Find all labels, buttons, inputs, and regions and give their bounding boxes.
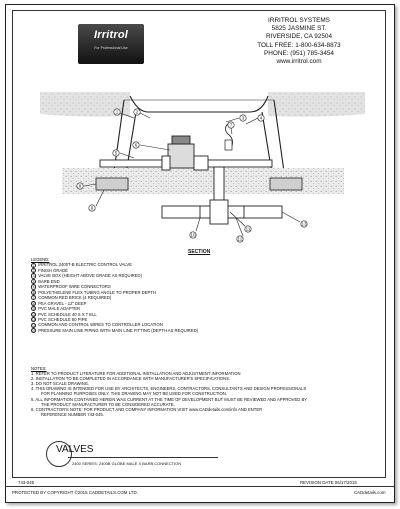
section-label: SECTION: [188, 249, 211, 255]
legend-text: PVC MALE ADAPTER: [38, 306, 81, 312]
legend-number: 13: [32, 329, 36, 334]
legend-text: PRESSURE MAIN LINE PIPING WITH MAIN LINE FITTING (DEPTH AS REQUIRED): [38, 327, 199, 333]
revision-date: REVISION DATE 06/17/2015: [300, 480, 357, 485]
callout-6: 6: [134, 142, 138, 148]
notes: [31, 366, 371, 417]
callout-11: 11: [245, 226, 251, 232]
callout-1: 1: [115, 109, 119, 115]
legend-number: 11: [32, 318, 36, 323]
note-line: 5. ALL INFORMATION CONTAINED HEREIN WAS CURRENT AT THE TIME OF DEVELOPMENT BUT MUST BE REVIEWED AND APPROVED BY: [31, 396, 308, 402]
soil-right: [268, 92, 365, 117]
legend-text: VALVE BOX (HEIGHT ABOVE GRADE AS REQUIRED): [38, 273, 142, 279]
legend-text: COMMON AND CONTROL WIRES TO CONTROLLER LOCATION: [38, 322, 163, 328]
callout-9: 9: [90, 205, 94, 211]
legend-text: WATERPROOF WIRE CONNECTORS: [38, 284, 111, 290]
copyright: PROTECTED BY COPYRIGHT ©2015 CADDETAILS.COM LTD.: [12, 490, 138, 495]
legend-number: 9: [32, 307, 35, 312]
company-name: IRRITROL SYSTEMS: [268, 17, 330, 24]
callout-7: 7: [229, 122, 233, 128]
callout-3: 3: [241, 115, 245, 121]
note-continuation: THE PRODUCT MANUFACTURER TO BE CONSIDERED ACCURATE.: [41, 401, 175, 407]
logo-text: Irritrol: [94, 29, 128, 41]
legend-text: BARB END: [38, 278, 60, 284]
brick-right: [270, 178, 302, 190]
callout-13: 13: [301, 221, 307, 227]
legend-text: POLYETHELENE FLEX TUBING ANGLE TO PROPER DEPTH: [38, 289, 156, 295]
title-underline: [68, 457, 218, 458]
legend-title: LEGEND:: [31, 257, 50, 262]
callout-4: 4: [259, 115, 263, 121]
note-line: 4. THIS DRAWING IS INTENDED FOR USE BY ARCHITECTS, ENGINEERS, CONTRACTORS, CONSULTANTS AND DESIGN PROFESSIONALS: [31, 386, 307, 392]
brick-left: [96, 178, 128, 190]
note-continuation: REFERENCE NUMBER 743-045.: [41, 411, 104, 417]
company-address-line2: RIVERSIDE, CA 92504: [265, 33, 333, 41]
detail-subtitle: 2400 SERIES: 2400B GLOBE MALE X BARB CONNECTION: [72, 461, 182, 466]
legend-number: 7: [32, 296, 35, 301]
legend-number: 1: [32, 263, 35, 268]
company-website[interactable]: www.irritrol.com: [276, 58, 322, 66]
company-address-line1: 5825 JASMINE ST.: [271, 25, 327, 33]
note-line: 1. REFER TO PRODUCT LITERATURE FOR ADDITIONAL INSTALLATION AND ADJUSTMENT INFORMATION: [31, 371, 241, 377]
note-line: 2. INSTALLATION TO BE COMPLETED IN ACCORDANCE WITH MANUFACTURER'S SPECIFICATIONS.: [31, 376, 231, 382]
legend-number: 10: [32, 312, 36, 317]
note-line: 3. DO NOT SCALE DRAWING.: [31, 381, 90, 387]
callout-2: 2: [135, 109, 139, 115]
legend-text: PEA GRAVEL - 12" DEEP: [38, 300, 87, 306]
legend-text: COMMON RED BRICK (4 REQUIRED): [38, 295, 112, 301]
legend-text: PVC SCHEDULE 40 S X T ELL: [38, 311, 97, 317]
legend-text: PVC SCHEDULE 80 PIPE: [38, 316, 88, 322]
callout-5: 5: [114, 150, 118, 156]
legend-number: 8: [32, 301, 35, 306]
legend-number: 4: [32, 279, 35, 284]
legend-number: 6: [32, 290, 35, 295]
notes-title: NOTES:: [31, 366, 47, 371]
control-valve: [162, 136, 208, 170]
legend-number: 5: [32, 285, 35, 290]
legend-number: 3: [32, 274, 35, 279]
logo-tagline: For Professional Use: [94, 46, 128, 50]
legend-item: [31, 328, 198, 333]
callout-12: 12: [237, 236, 243, 242]
callout-10: 10: [190, 232, 196, 238]
detail-id: 743-045: [18, 480, 35, 485]
footer-divider: [5, 486, 394, 487]
legend-number: 2: [32, 269, 35, 274]
legend-text: FINISH GRADE: [38, 267, 68, 273]
company-toll-free: TOLL FREE: 1-800-634-8873: [257, 41, 341, 49]
caddetails-link[interactable]: CADdetails.com: [354, 490, 386, 495]
note-line: 6. CONTRACTOR'S NOTE: FOR PRODUCT AND COMPANY INFORMATION VISIT www.CADdetails.com/info AND ENTER: [31, 406, 263, 412]
legend-number: 12: [32, 323, 36, 328]
callout-8: 8: [78, 183, 82, 189]
detail-title: VALVES: [56, 444, 94, 455]
note-continuation: FOR PLANNING PURPOSES ONLY. THIS DRAWING MAY NOT BE USED FOR CONSTRUCTION.: [41, 391, 227, 397]
wire-connector: [225, 140, 232, 150]
legend-text: IRRITROL 2400T-B ELECTRIC CONTROL VALVE: [38, 262, 132, 268]
legend: [31, 257, 198, 333]
company-phone: PHONE: (951) 785-3454: [264, 49, 334, 57]
